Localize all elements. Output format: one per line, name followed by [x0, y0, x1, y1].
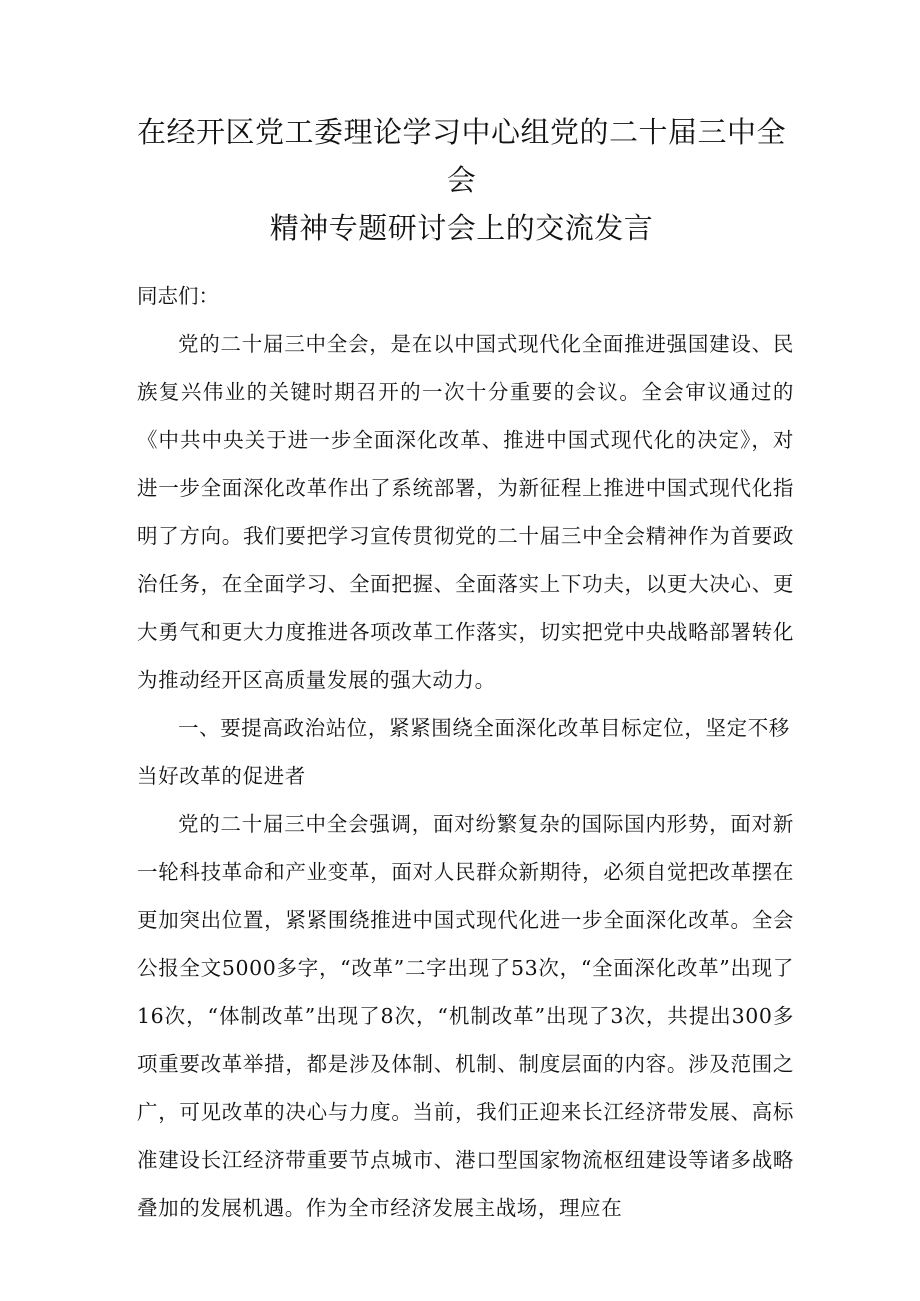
paragraph-section-1: 党的二十届三中全会强调，面对纷繁复杂的国际国内形势，面对新一轮科技革命和产业变革，面对人民群众新期待，必须自觉把改革摆在更加突出位置，紧紧围绕推进中国式现代化进一步全面深化改革。全会公报全文5000多字，“改革”二字出现了53次，“全面深化改革”出现了16次，“体制改革”出现了8次，“机制改革”出现了3次，共提出300多项重要改革举措，都是涉及体制、机制、制度层面的内容。涉及范围之广，可见改革的决心与力度。当前，我们正迎来长江经济带发展、高标准建设长江经济带重要节点城市、港口型国家物流枢纽建设等诸多战略叠加的发展机遇。作为全市经济发展主战场，理应在	[137, 812, 794, 1220]
salutation: 同志们：	[137, 284, 219, 308]
paragraph-intro: 党的二十届三中全会，是在以中国式现代化全面推进强国建设、民族复兴伟业的关键时期召开的一次十分重要的会议。全会审议通过的《中共中央关于进一步全面深化改革、推进中国式现代化的决定》，对进一步全面深化改革作出了系统部署，为新征程上推进中国式现代化指明了方向。我们要把学习宣传贯彻党的二十届三中全会精神作为首要政治任务，在全面学习、全面把握、全面落实上下功夫，以更大决心、更大勇气和更大力度推进各项改革工作落实，切实把党中央战略部署转化为推动经开区高质量发展的强大动力。	[137, 332, 794, 692]
title-line-1: 在经开区党工委理论学习中心组党的二十届三中全会	[136, 115, 786, 197]
document-title	[129, 108, 794, 252]
section-heading-1: 一、要提高政治站位，紧紧围绕全面深化改革目标定位，坚定不移当好改革的促进者	[137, 716, 790, 788]
title-line-2: 精神专题研讨会上的交流发言	[269, 211, 654, 245]
